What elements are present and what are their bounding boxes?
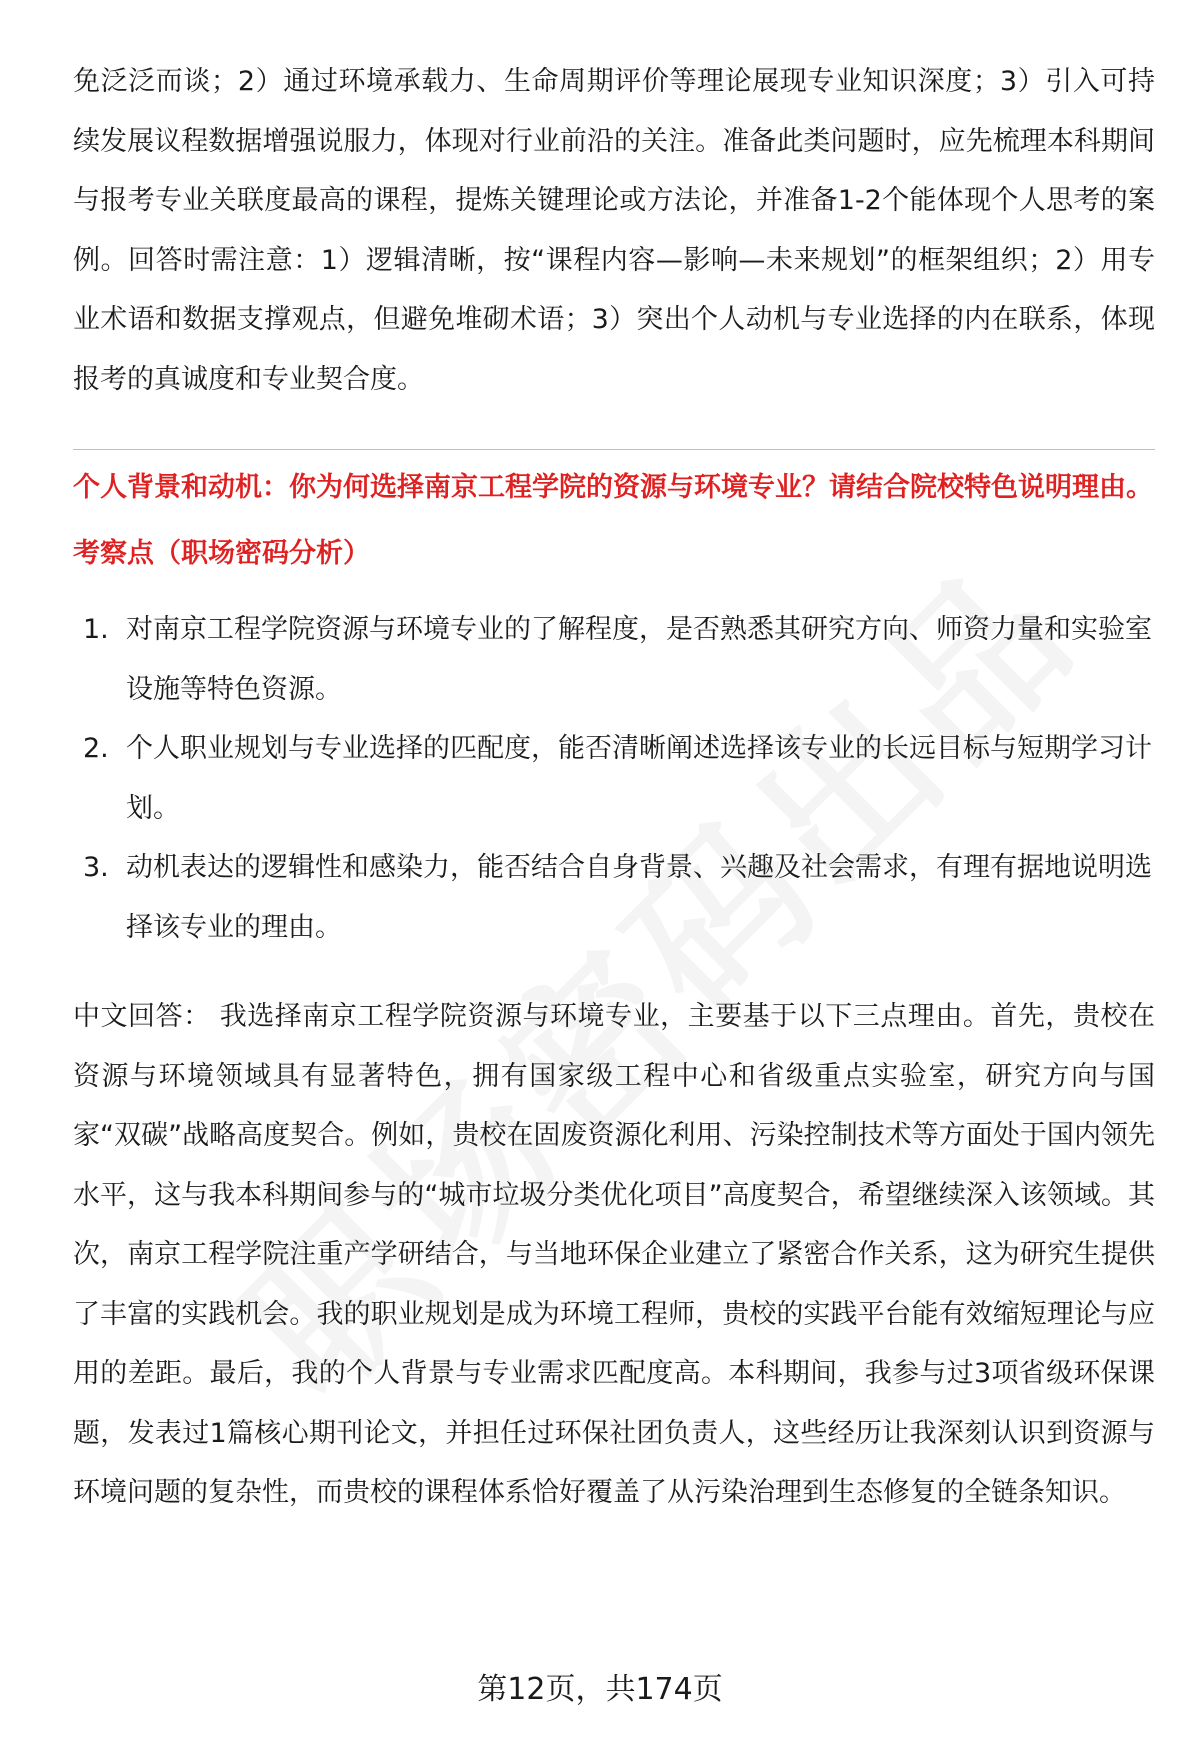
assessment-title: 考察点（职场密码分析）	[73, 538, 370, 569]
page-content	[73, 52, 1155, 1523]
intro-paragraph: 免泛泛而谈；2）通过环境承载力、生命周期评价等理论展现专业知识深度；3）引入可持续发展议程数据增强说服力，体现对行业前沿的关注。准备此类问题时，应先梳理本科期间与报考专业关联度最高的课程，提炼关键理论或方法论，并准备1-2个能体现个人思考的案例。回答时需注意：1）逻辑清晰，按“课程内容—影响—未来规划”的框架组织；2）用专业术语和数据支撑观点，但避免堆砌术语；3）突出个人动机与专业选择的内在联系，体现报考的真诚度和专业契合度。	[73, 66, 1155, 395]
point-text: 动机表达的逻辑性和感染力，能否结合自身背景、兴趣及社会需求，有理有据地说明选择该专业的理由。	[126, 852, 1152, 943]
point-number: 2.	[83, 733, 109, 764]
answer-paragraph: 中文回答： 我选择南京工程学院资源与环境专业，主要基于以下三点理由。首先，贵校在资源与环境领域具有显著特色，拥有国家级工程中心和省级重点实验室，研究方向与国家“双碳”战略高度契合。例如，贵校在固废资源化利用、污染控制技术等方面处于国内领先水平，这与我本科期间参与的“城市垃圾分类优化项目”高度契合，希望继续深入该领域。其次，南京工程学院注重产学研结合，与当地环保企业建立了紧密合作关系，这为研究生提供了丰富的实践机会。我的职业规划是成为环境工程师，贵校的实践平台能有效缩短理论与应用的差距。最后，我的个人背景与专业需求匹配度高。本科期间，我参与过3项省级环保课题，发表过1篇核心期刊论文，并担任过环保社团负责人，这些经历让我深刻认识到资源与环境问题的复杂性，而贵校的课程体系恰好覆盖了从污染治理到生态修复的全链条知识。	[73, 1001, 1155, 1508]
question-heading: 个人背景和动机：你为何选择南京工程学院的资源与环境专业？请结合院校特色说明理由。	[73, 472, 1153, 503]
section-divider	[73, 449, 1155, 450]
assessment-points-list	[73, 600, 1155, 957]
point-text: 对南京工程学院资源与环境专业的了解程度，是否熟悉其研究方向、师资力量和实验室设施等特色资源。	[126, 614, 1152, 705]
page-number-footer: 第12页，共174页	[477, 1672, 723, 1707]
assessment-point	[73, 719, 1155, 838]
assessment-point	[73, 838, 1155, 957]
point-text: 个人职业规划与专业选择的匹配度，能否清晰阐述选择该专业的长远目标与短期学习计划。	[126, 733, 1152, 824]
assessment-point	[73, 600, 1155, 719]
point-number: 1.	[83, 614, 109, 645]
point-number: 3.	[83, 852, 109, 883]
